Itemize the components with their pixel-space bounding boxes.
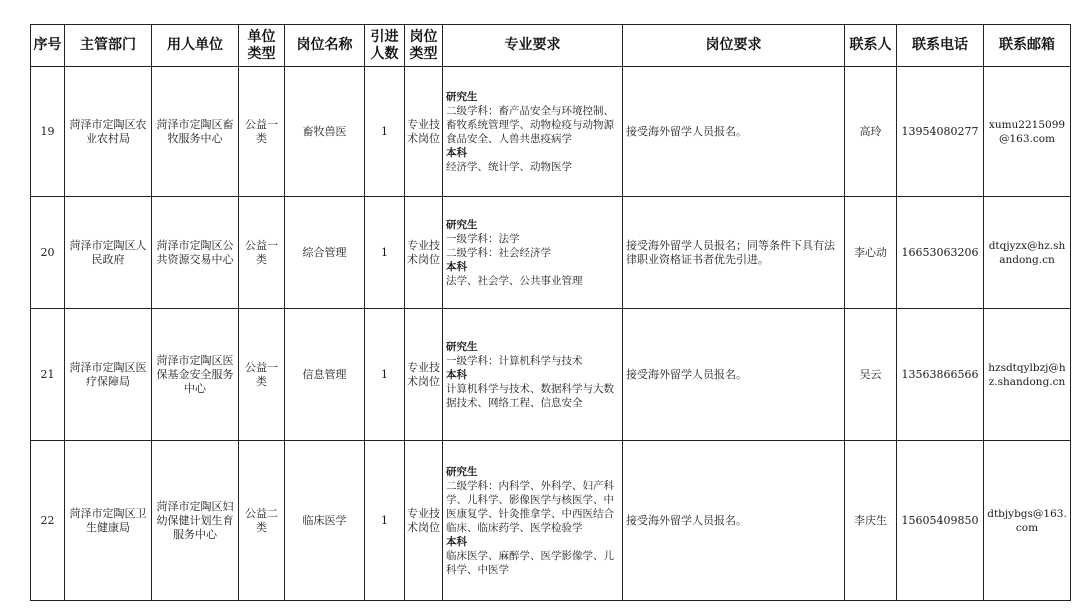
cell-phone: 13563866566 bbox=[897, 309, 984, 441]
cell-post-type: 专业技术岗位 bbox=[405, 67, 443, 197]
cell-no: 19 bbox=[31, 67, 65, 197]
header-cell: 序号 bbox=[31, 25, 65, 67]
cell-email: hzsdtqylbzj@hz.shandong.cn bbox=[984, 309, 1071, 441]
header-cell: 引进人数 bbox=[365, 25, 405, 67]
major-text: 经济学、统计学、动物医学 bbox=[446, 160, 572, 173]
cell-no: 22 bbox=[31, 441, 65, 601]
cell-unit: 菏泽市定陶区妇幼保健计划生育服务中心 bbox=[152, 441, 239, 601]
cell-requirement: 接受海外留学人员报名。 bbox=[623, 309, 845, 441]
major-level: 本科 bbox=[446, 260, 467, 273]
cell-email: dtbjybgs@163.com bbox=[984, 441, 1071, 601]
major-text: 二级学科：畜产品安全与环境控制、畜牧系统管理学、动物检疫与动物源食品安全、人兽共患疫病学 bbox=[446, 104, 614, 145]
cell-contact: 李心动 bbox=[845, 197, 897, 309]
major-level: 研究生 bbox=[446, 340, 478, 353]
major-text: 一级学科：计算机科学与技术 bbox=[446, 354, 583, 367]
cell-unit: 菏泽市定陶区公共资源交易中心 bbox=[152, 197, 239, 309]
header-cell: 用人单位 bbox=[152, 25, 239, 67]
cell-count: 1 bbox=[365, 67, 405, 197]
cell-phone: 13954080277 bbox=[897, 67, 984, 197]
cell-major bbox=[443, 197, 623, 309]
header-cell: 岗位类型 bbox=[405, 25, 443, 67]
cell-count: 1 bbox=[365, 441, 405, 601]
cell-no: 20 bbox=[31, 197, 65, 309]
cell-major bbox=[443, 67, 623, 197]
cell-post: 临床医学 bbox=[285, 441, 365, 601]
header-cell: 主管部门 bbox=[65, 25, 152, 67]
cell-post-type: 专业技术岗位 bbox=[405, 197, 443, 309]
cell-unit-type: 公益一类 bbox=[239, 197, 285, 309]
cell-requirement: 接受海外留学人员报名；同等条件下具有法律职业资格证书者优先引进。 bbox=[623, 197, 845, 309]
cell-count: 1 bbox=[365, 197, 405, 309]
cell-phone: 16653063206 bbox=[897, 197, 984, 309]
header-row bbox=[31, 25, 1071, 67]
cell-requirement: 接受海外留学人员报名。 bbox=[623, 441, 845, 601]
cell-dept: 菏泽市定陶区卫生健康局 bbox=[65, 441, 152, 601]
cell-unit-type: 公益一类 bbox=[239, 309, 285, 441]
cell-email: dtqjyzx@hz.shandong.cn bbox=[984, 197, 1071, 309]
cell-post-type: 专业技术岗位 bbox=[405, 441, 443, 601]
cell-major bbox=[443, 441, 623, 601]
cell-requirement: 接受海外留学人员报名。 bbox=[623, 67, 845, 197]
cell-no: 21 bbox=[31, 309, 65, 441]
cell-unit-type: 公益二类 bbox=[239, 441, 285, 601]
header-cell: 岗位要求 bbox=[623, 25, 845, 67]
major-level: 研究生 bbox=[446, 90, 478, 103]
cell-email: xumu2215099@163.com bbox=[984, 67, 1071, 197]
table-row bbox=[31, 67, 1071, 197]
header-cell: 岗位名称 bbox=[285, 25, 365, 67]
cell-major bbox=[443, 309, 623, 441]
cell-contact: 李庆生 bbox=[845, 441, 897, 601]
cell-dept: 菏泽市定陶区人民政府 bbox=[65, 197, 152, 309]
cell-post-type: 专业技术岗位 bbox=[405, 309, 443, 441]
cell-contact: 高玲 bbox=[845, 67, 897, 197]
cell-post: 信息管理 bbox=[285, 309, 365, 441]
header-cell: 专业要求 bbox=[443, 25, 623, 67]
recruitment-table bbox=[30, 24, 1071, 601]
cell-contact: 吴云 bbox=[845, 309, 897, 441]
cell-post: 综合管理 bbox=[285, 197, 365, 309]
table-row bbox=[31, 309, 1071, 441]
header-cell: 联系邮箱 bbox=[984, 25, 1071, 67]
major-text: 二级学科：内科学、外科学、妇产科学、儿科学、影像医学与核医学、中医康复学、针灸推拿学、中西医结合临床、临床药学、医学检验学 bbox=[446, 479, 614, 534]
cell-dept: 菏泽市定陶区农业农村局 bbox=[65, 67, 152, 197]
major-level: 研究生 bbox=[446, 465, 478, 478]
major-level: 研究生 bbox=[446, 218, 478, 231]
header-cell: 联系人 bbox=[845, 25, 897, 67]
major-level: 本科 bbox=[446, 368, 467, 381]
major-text: 计算机科学与技术、数据科学与大数据技术、网络工程、信息安全 bbox=[446, 382, 614, 409]
major-level: 本科 bbox=[446, 535, 467, 548]
major-text: 一级学科：法学 二级学科：社会经济学 bbox=[446, 232, 551, 259]
table-row bbox=[31, 197, 1071, 309]
table-row bbox=[31, 441, 1071, 601]
header-cell: 单位类型 bbox=[239, 25, 285, 67]
cell-post: 畜牧兽医 bbox=[285, 67, 365, 197]
cell-phone: 15605409850 bbox=[897, 441, 984, 601]
cell-count: 1 bbox=[365, 309, 405, 441]
cell-dept: 菏泽市定陶区医疗保障局 bbox=[65, 309, 152, 441]
cell-unit-type: 公益一类 bbox=[239, 67, 285, 197]
cell-unit: 菏泽市定陶区畜牧服务中心 bbox=[152, 67, 239, 197]
major-text: 临床医学、麻醉学、医学影像学、儿科学、中医学 bbox=[446, 549, 614, 576]
major-level: 本科 bbox=[446, 146, 467, 159]
cell-unit: 菏泽市定陶区医保基金安全服务中心 bbox=[152, 309, 239, 441]
header-cell: 联系电话 bbox=[897, 25, 984, 67]
major-text: 法学、社会学、公共事业管理 bbox=[446, 274, 583, 287]
